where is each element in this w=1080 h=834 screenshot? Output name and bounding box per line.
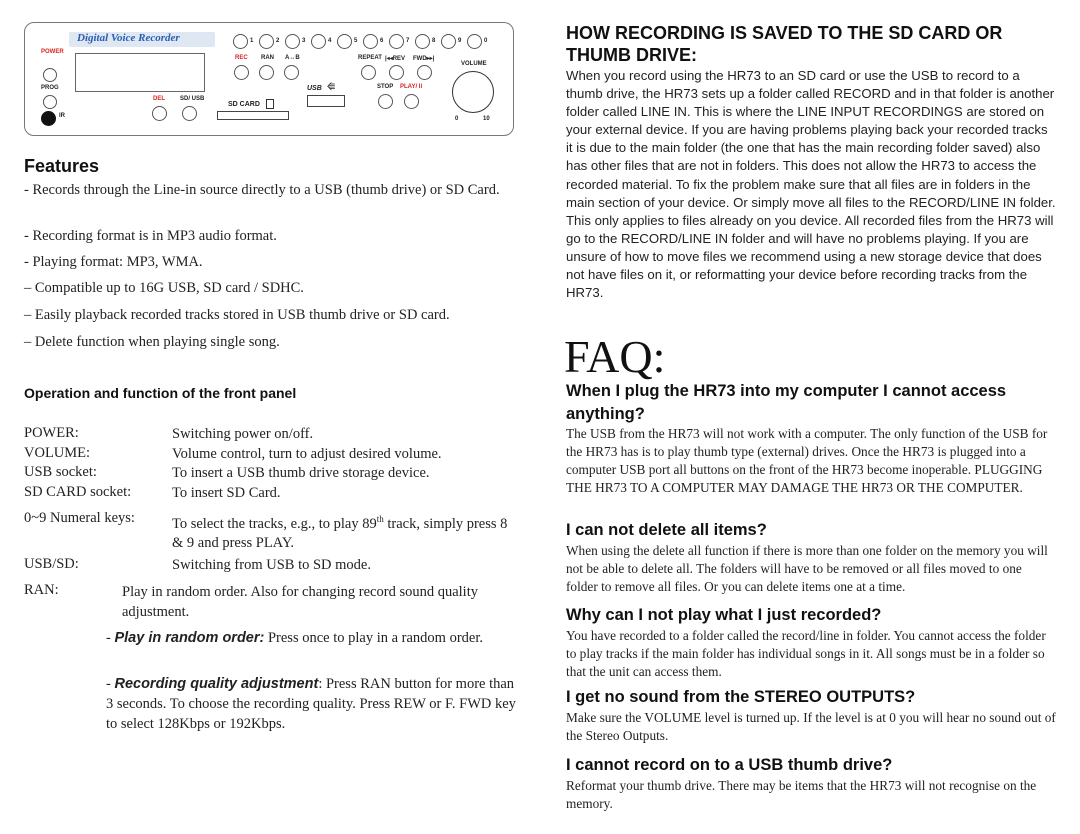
numeral-key-5[interactable] — [337, 34, 352, 49]
power-label: POWER — [41, 49, 64, 55]
prog-button[interactable] — [43, 95, 57, 109]
feature-item: – Easily playback recorded tracks stored in USB thumb drive or SD card. — [24, 307, 450, 323]
numeral-label-4: 4 — [328, 38, 332, 44]
ran-button[interactable] — [259, 65, 274, 80]
sd-card-slot[interactable] — [217, 111, 289, 120]
op-def-power: Switching power on/off. — [172, 426, 314, 442]
numeral-key-2[interactable] — [259, 34, 274, 49]
feature-item: – Delete function when playing single song. — [24, 334, 280, 350]
sd-card-label: SD CARD — [228, 101, 260, 108]
del-label: DEL — [153, 96, 165, 102]
numeral-key-1[interactable] — [233, 34, 248, 49]
quality-text: : Press RAN button for more than 3 seconds. To choose the recording quality. Press REW or F. FWD key to select 128Kbps or 192Kbps. — [106, 676, 516, 732]
faq-answer: Reformat your thumb drive. There may be items that the HR73 will not recognise on the memory. — [566, 778, 1037, 811]
play-pause-label: PLAY/ II — [400, 84, 423, 90]
feature-item: – Compatible up to 16G USB, SD card / SDHC. — [24, 280, 304, 296]
features-heading: Features — [24, 156, 100, 176]
faq-answer: The USB from the HR73 will not work with a computer. The only function of the USB for the HR73 has is to play thumb type (external) drives. Once the HR73 is plugged into a computer USB port all buttons on the front of the HR73 become inoperable. PLUGGING THE HR73 TO A COMPUTER MAY DAMAGE THE HR73 OR THE COMPUTER. — [566, 426, 1048, 495]
sd-usb-label: SD/ USB — [180, 96, 205, 102]
random-order-label: Play in random order: — [114, 630, 265, 646]
op-term-ran: RAN: — [24, 582, 59, 598]
numeral-label-2: 2 — [276, 38, 280, 44]
rev-button[interactable] — [389, 65, 404, 80]
op-term-power: POWER: — [24, 425, 79, 441]
sd-usb-button[interactable] — [182, 106, 197, 121]
numeral-label-3: 3 — [302, 38, 306, 44]
op-def-usbsd: Switching from USB to SD mode. — [172, 557, 371, 573]
op-def-ran: Play in random order. Also for changing record sound quality adjustment. — [122, 584, 478, 620]
usb-port[interactable] — [307, 95, 345, 107]
sd-card-icon — [266, 99, 274, 109]
recording-body: When you record using the HR73 to an SD card or use the USB to record to a thumb drive, the HR73 sets up a folder called RECORD and in that folder is another folder called LINE IN. This is where the LINE INPUT RECORDINGS are stored on your external device. If you are having problems playing back your recorded tracks it is due to the main folder (the one that has the main recording folder saved) also has other files that are not in folders. This does not allow the HR73 to access the recorded material. To fix the problem make sure that all files are in folders in the main section of your device. Or simply move all files to the RECORD/LINE IN folder. This only applies to files already on you device. All recorded files from the HR73 will go to the RECORD/LINE IN folder and will have no problems playing. If you are unsure of how to move files we recommend using a new storage device that does not have files on it, or reformatting your device before recording tracks from the HR73. — [566, 68, 1056, 301]
faq-question: Why can I not play what I just recorded? — [566, 606, 882, 624]
numeral-key-0[interactable] — [467, 34, 482, 49]
play-pause-button[interactable] — [404, 94, 419, 109]
fwd-button[interactable] — [417, 65, 432, 80]
numeral-label-9: 9 — [458, 38, 462, 44]
faq-answer: When using the delete all function if there is more than one folder on the memory you will not be able to delete all. The folders will have to be removed or all files moved to one folder to remove all files. Or you can delete items one at a time. — [566, 543, 1048, 594]
rec-label: REC — [235, 55, 248, 61]
op-def-volume: Volume control, turn to adjust desired volume. — [172, 446, 442, 462]
op-term-sd: SD CARD socket: — [24, 484, 132, 500]
faq-question: I can not delete all items? — [566, 521, 767, 539]
volume-max-label: 10 — [483, 116, 490, 122]
operation-heading: Operation and function of the front panel — [24, 385, 297, 401]
faq-answer: Make sure the VOLUME level is turned up. If the level is at 0 you will hear no sound out of the Stereo Outputs. — [566, 710, 1056, 743]
op-def-numeral-sup: th — [376, 514, 384, 524]
delete-button[interactable] — [152, 106, 167, 121]
faq-question: I get no sound from the STEREO OUTPUTS? — [566, 688, 916, 706]
faq-answer: You have recorded to a folder called the record/line in folder. You cannot access the folder to play tracks if the main folder has individual songs in it. All songs must be in a folder so that the unit can access them. — [566, 628, 1046, 679]
numeral-key-4[interactable] — [311, 34, 326, 49]
ab-label: A↔B — [285, 55, 300, 61]
numeral-label-0: 0 — [484, 38, 488, 44]
op-def-numeral-pre: To select the tracks, e.g., to play 89 — [172, 515, 377, 532]
repeat-button[interactable] — [361, 65, 376, 80]
op-def-numeral-post: track, simply press 8 & 9 and press PLAY. — [172, 515, 508, 551]
random-order-text: Press once to play in a random order. — [264, 630, 483, 646]
op-term-usbsd: USB/SD: — [24, 556, 79, 572]
usb-label: USB — [307, 85, 322, 92]
feature-item: - Records through the Line-in source directly to a USB (thumb drive) or SD Card. — [24, 182, 500, 198]
rec-button[interactable] — [234, 65, 249, 80]
ab-button[interactable] — [284, 65, 299, 80]
numeral-key-6[interactable] — [363, 34, 378, 49]
repeat-label: REPEAT — [358, 55, 382, 61]
quality-label: Recording quality adjustment — [114, 676, 319, 692]
front-panel-diagram — [24, 22, 514, 136]
fwd-label: FWD▸▸| — [413, 56, 435, 62]
numeral-label-6: 6 — [380, 38, 384, 44]
rev-label: |◂◂REV — [385, 56, 406, 62]
numeral-key-7[interactable] — [389, 34, 404, 49]
ran-label: RAN — [261, 55, 274, 61]
volume-label: VOLUME — [461, 61, 487, 67]
power-button[interactable] — [43, 68, 57, 82]
volume-min-label: 0 — [455, 116, 459, 122]
volume-knob[interactable] — [452, 71, 494, 113]
feature-item: - Playing format: MP3, WMA. — [24, 254, 203, 270]
op-def-sd: To insert SD Card. — [172, 485, 281, 501]
prog-label: PROG — [41, 85, 59, 91]
ir-sensor — [41, 111, 56, 126]
numeral-key-3[interactable] — [285, 34, 300, 49]
ir-label: IR — [59, 113, 65, 119]
stop-label: STOP — [377, 84, 394, 90]
op-term-usb: USB socket: — [24, 464, 97, 480]
faq-title: FAQ: — [564, 331, 666, 382]
op-def-numeral — [172, 510, 512, 553]
faq-question: I cannot record on to a USB thumb drive? — [566, 756, 893, 774]
numeral-label-1: 1 — [250, 38, 254, 44]
recording-heading: HOW RECORDING IS SAVED TO THE SD CARD OR THUMB DRIVE: — [566, 23, 1003, 65]
numeral-key-9[interactable] — [441, 34, 456, 49]
faq-question: When I plug the HR73 into my computer I cannot access anything? — [566, 382, 1007, 423]
random-order-desc: - Play in random order: Press once to play in a random order. — [106, 630, 483, 646]
stop-button[interactable] — [378, 94, 393, 109]
numeral-label-5: 5 — [354, 38, 358, 44]
numeral-label-8: 8 — [432, 38, 436, 44]
numeral-key-8[interactable] — [415, 34, 430, 49]
display-window — [75, 53, 205, 92]
usb-icon: ⭅ — [327, 83, 336, 93]
quality-desc: - Recording quality adjustment: Press RAN button for more than 3 seconds. To choose the recording quality. Press REW or F. FWD key to select 128Kbps or 192Kbps. — [106, 676, 516, 732]
numeral-label-7: 7 — [406, 38, 410, 44]
feature-item: - Recording format is in MP3 audio format. — [24, 228, 277, 244]
op-term-volume: VOLUME: — [24, 445, 91, 461]
brand-text: Digital Voice Recorder — [77, 32, 180, 44]
op-term-numeral: 0~9 Numeral keys: — [24, 510, 135, 526]
op-def-usb: To insert a USB thumb drive storage device. — [172, 465, 430, 481]
